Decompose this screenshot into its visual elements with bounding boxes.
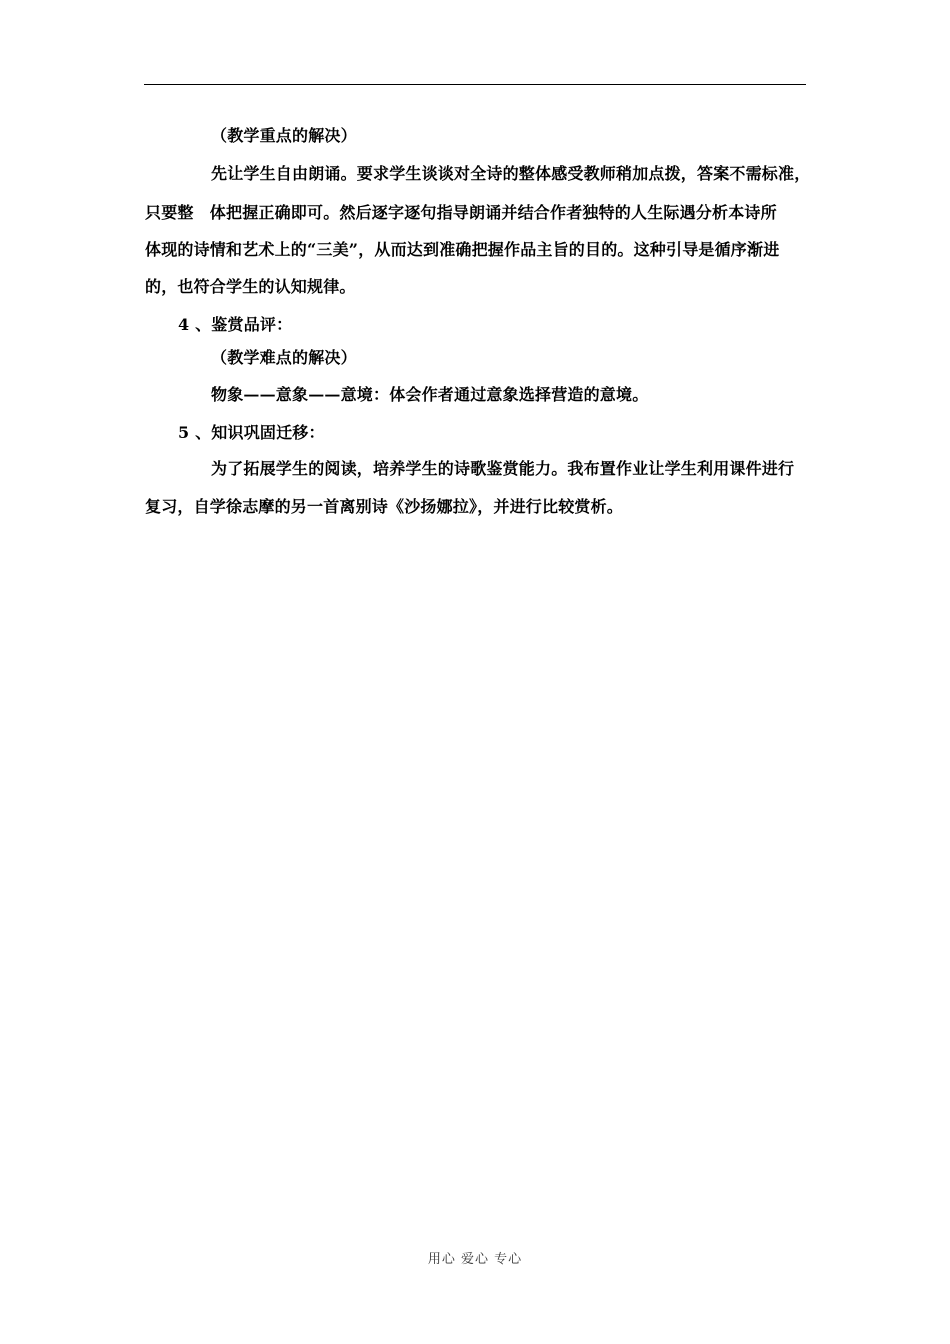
paragraph-line: 只要整 体把握正确即可。然后逐字逐句指导朗诵并结合作者独特的人生际遇分析本诗所 <box>145 203 777 222</box>
header-rule <box>144 84 806 85</box>
teaching-key-heading: （教学重点的解决） <box>211 126 357 145</box>
paragraph-line: 物象——意象——意境：体会作者通过意象选择营造的意境。 <box>211 385 649 404</box>
paragraph-line: 体现的诗情和艺术上的“三美”，从而达到准确把握作品主旨的目的。这种引导是循序渐进 <box>145 240 780 259</box>
paragraph-line: 为了拓展学生的阅读，培养学生的诗歌鉴赏能力。我布置作业让学生利用课件进行 <box>211 459 795 478</box>
section-5-heading: 5 、知识巩固迁移： <box>178 423 325 442</box>
paragraph-line: 先让学生自由朗诵。要求学生谈谈对全诗的整体感受教师稍加点拨，答案不需标准， <box>211 164 811 183</box>
teaching-difficulty-heading: （教学难点的解决） <box>211 348 357 367</box>
paragraph-line: 复习，自学徐志摩的另一首离别诗《沙扬娜拉》，并进行比较赏析。 <box>145 497 624 516</box>
page-footer: 用心 爱心 专心 <box>427 1252 523 1267</box>
paragraph-line: 的，也符合学生的认知规律。 <box>145 277 356 296</box>
section-4-heading: 4 、鉴赏品评： <box>178 315 293 334</box>
